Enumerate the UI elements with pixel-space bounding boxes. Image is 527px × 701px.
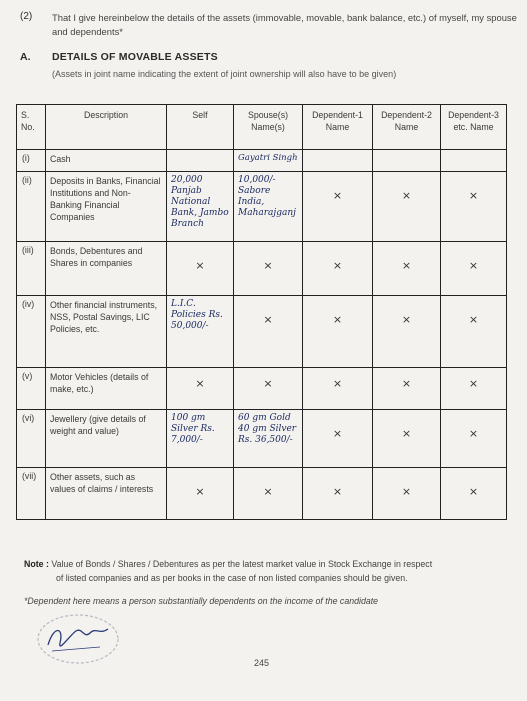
header-text: That I give hereinbelow the details of the assets (immovable, movable, bank balance, etc.) of myself, my spouse and dependents* [52, 12, 517, 37]
note-line-2: of listed companies and as per books in the case of non listed companies should be given. [56, 573, 408, 583]
row-self: L.I.C. Policies Rs. 50,000/- [167, 296, 234, 368]
row-dependent-1: × [332, 313, 343, 326]
row-sno: (iii) [17, 242, 46, 296]
table-row [17, 410, 507, 468]
row-dependent-3: × [468, 259, 479, 272]
row-spouse: × [263, 377, 273, 390]
header-dependent-1: Dependent-1 Name [303, 105, 373, 150]
row-spouse: 10,000/- Sabore India, Maharajganj [234, 172, 303, 242]
table-row [17, 296, 507, 368]
row-self: × [195, 259, 205, 272]
section-title: DETAILS OF MOVABLE ASSETS [52, 51, 218, 63]
row-dependent-1: × [332, 259, 343, 272]
signature-stamp [30, 605, 140, 667]
row-sno: (vii) [17, 468, 46, 520]
row-self: 100 gm Silver Rs. 7,000/- [167, 410, 234, 468]
note-line-1: Value of Bonds / Shares / Debentures as per the latest market value in Stock Exchange in respect [51, 559, 433, 569]
header-number: (2) [20, 11, 33, 22]
row-description: Bonds, Debentures and Shares in companies [46, 242, 167, 296]
table-row [17, 242, 507, 296]
row-sno: (i) [17, 150, 46, 172]
row-description: Other financial instruments, NSS, Postal Savings, LIC Policies, etc. [46, 296, 167, 368]
row-dependent-3: × [468, 377, 479, 390]
row-dependent-2: × [401, 189, 412, 202]
row-dependent-1: × [332, 485, 343, 498]
row-dependent-3: × [468, 485, 479, 498]
row-dependent-2: × [401, 259, 412, 272]
row-description: Cash [46, 150, 167, 172]
header-dependent-2: Dependent-2 Name [373, 105, 441, 150]
section-letter: A. [20, 51, 31, 63]
header-spouse: Spouse(s) Name(s) [234, 105, 303, 150]
row-sno: (iv) [17, 296, 46, 368]
section-subtitle: (Assets in joint name indicating the extent of joint ownership will also have to be given) [52, 69, 397, 79]
table-row [17, 150, 507, 172]
row-dependent-1: × [332, 189, 343, 202]
row-description: Other assets, such as values of claims / interests [46, 468, 167, 520]
table-row [17, 468, 507, 520]
row-spouse: × [263, 313, 273, 326]
header-sno: S. No. [17, 105, 46, 150]
row-dependent-1: × [332, 427, 343, 440]
row-self: × [195, 485, 205, 498]
movable-assets-table [16, 104, 507, 520]
row-spouse: 60 gm Gold 40 gm Silver Rs. 36,500/- [234, 410, 303, 468]
row-dependent-3 [441, 150, 507, 172]
row-dependent-2: × [401, 313, 412, 326]
header-self: Self [167, 105, 234, 150]
row-spouse: × [263, 259, 273, 272]
row-self: × [195, 377, 205, 390]
row-description: Jewellery (give details of weight and value) [46, 410, 167, 468]
row-dependent-3: × [468, 189, 479, 202]
table-row [17, 368, 507, 410]
row-dependent-2: × [401, 377, 412, 390]
row-sno: (v) [17, 368, 46, 410]
row-spouse: × [263, 485, 273, 498]
row-dependent-2 [373, 150, 441, 172]
row-self: 20,000 Panjab National Bank, Jambo Branch [167, 172, 234, 242]
dependent-footnote: *Dependent here means a person substantially dependents on the income of the candidate [24, 596, 379, 606]
row-sno: (vi) [17, 410, 46, 468]
row-dependent-3: × [468, 313, 479, 326]
table-row [17, 172, 507, 242]
row-description: Deposits in Banks, Financial Institutions and Non-Banking Financial Companies [46, 172, 167, 242]
header-description: Description [46, 105, 167, 150]
row-dependent-2: × [401, 427, 412, 440]
row-sno: (ii) [17, 172, 46, 242]
row-self [167, 150, 234, 172]
page-number: 245 [254, 658, 270, 668]
row-dependent-3: × [468, 427, 479, 440]
row-dependent-1 [303, 150, 373, 172]
row-description: Motor Vehicles (details of make, etc.) [46, 368, 167, 410]
note-block [24, 557, 524, 585]
row-dependent-1: × [332, 377, 343, 390]
row-dependent-2: × [401, 485, 412, 498]
table-header-row [17, 105, 507, 150]
header-dependent-3: Dependent-3 etc. Name [441, 105, 507, 150]
row-spouse: Gayatri Singh [234, 150, 303, 172]
note-label: Note : [24, 559, 49, 569]
